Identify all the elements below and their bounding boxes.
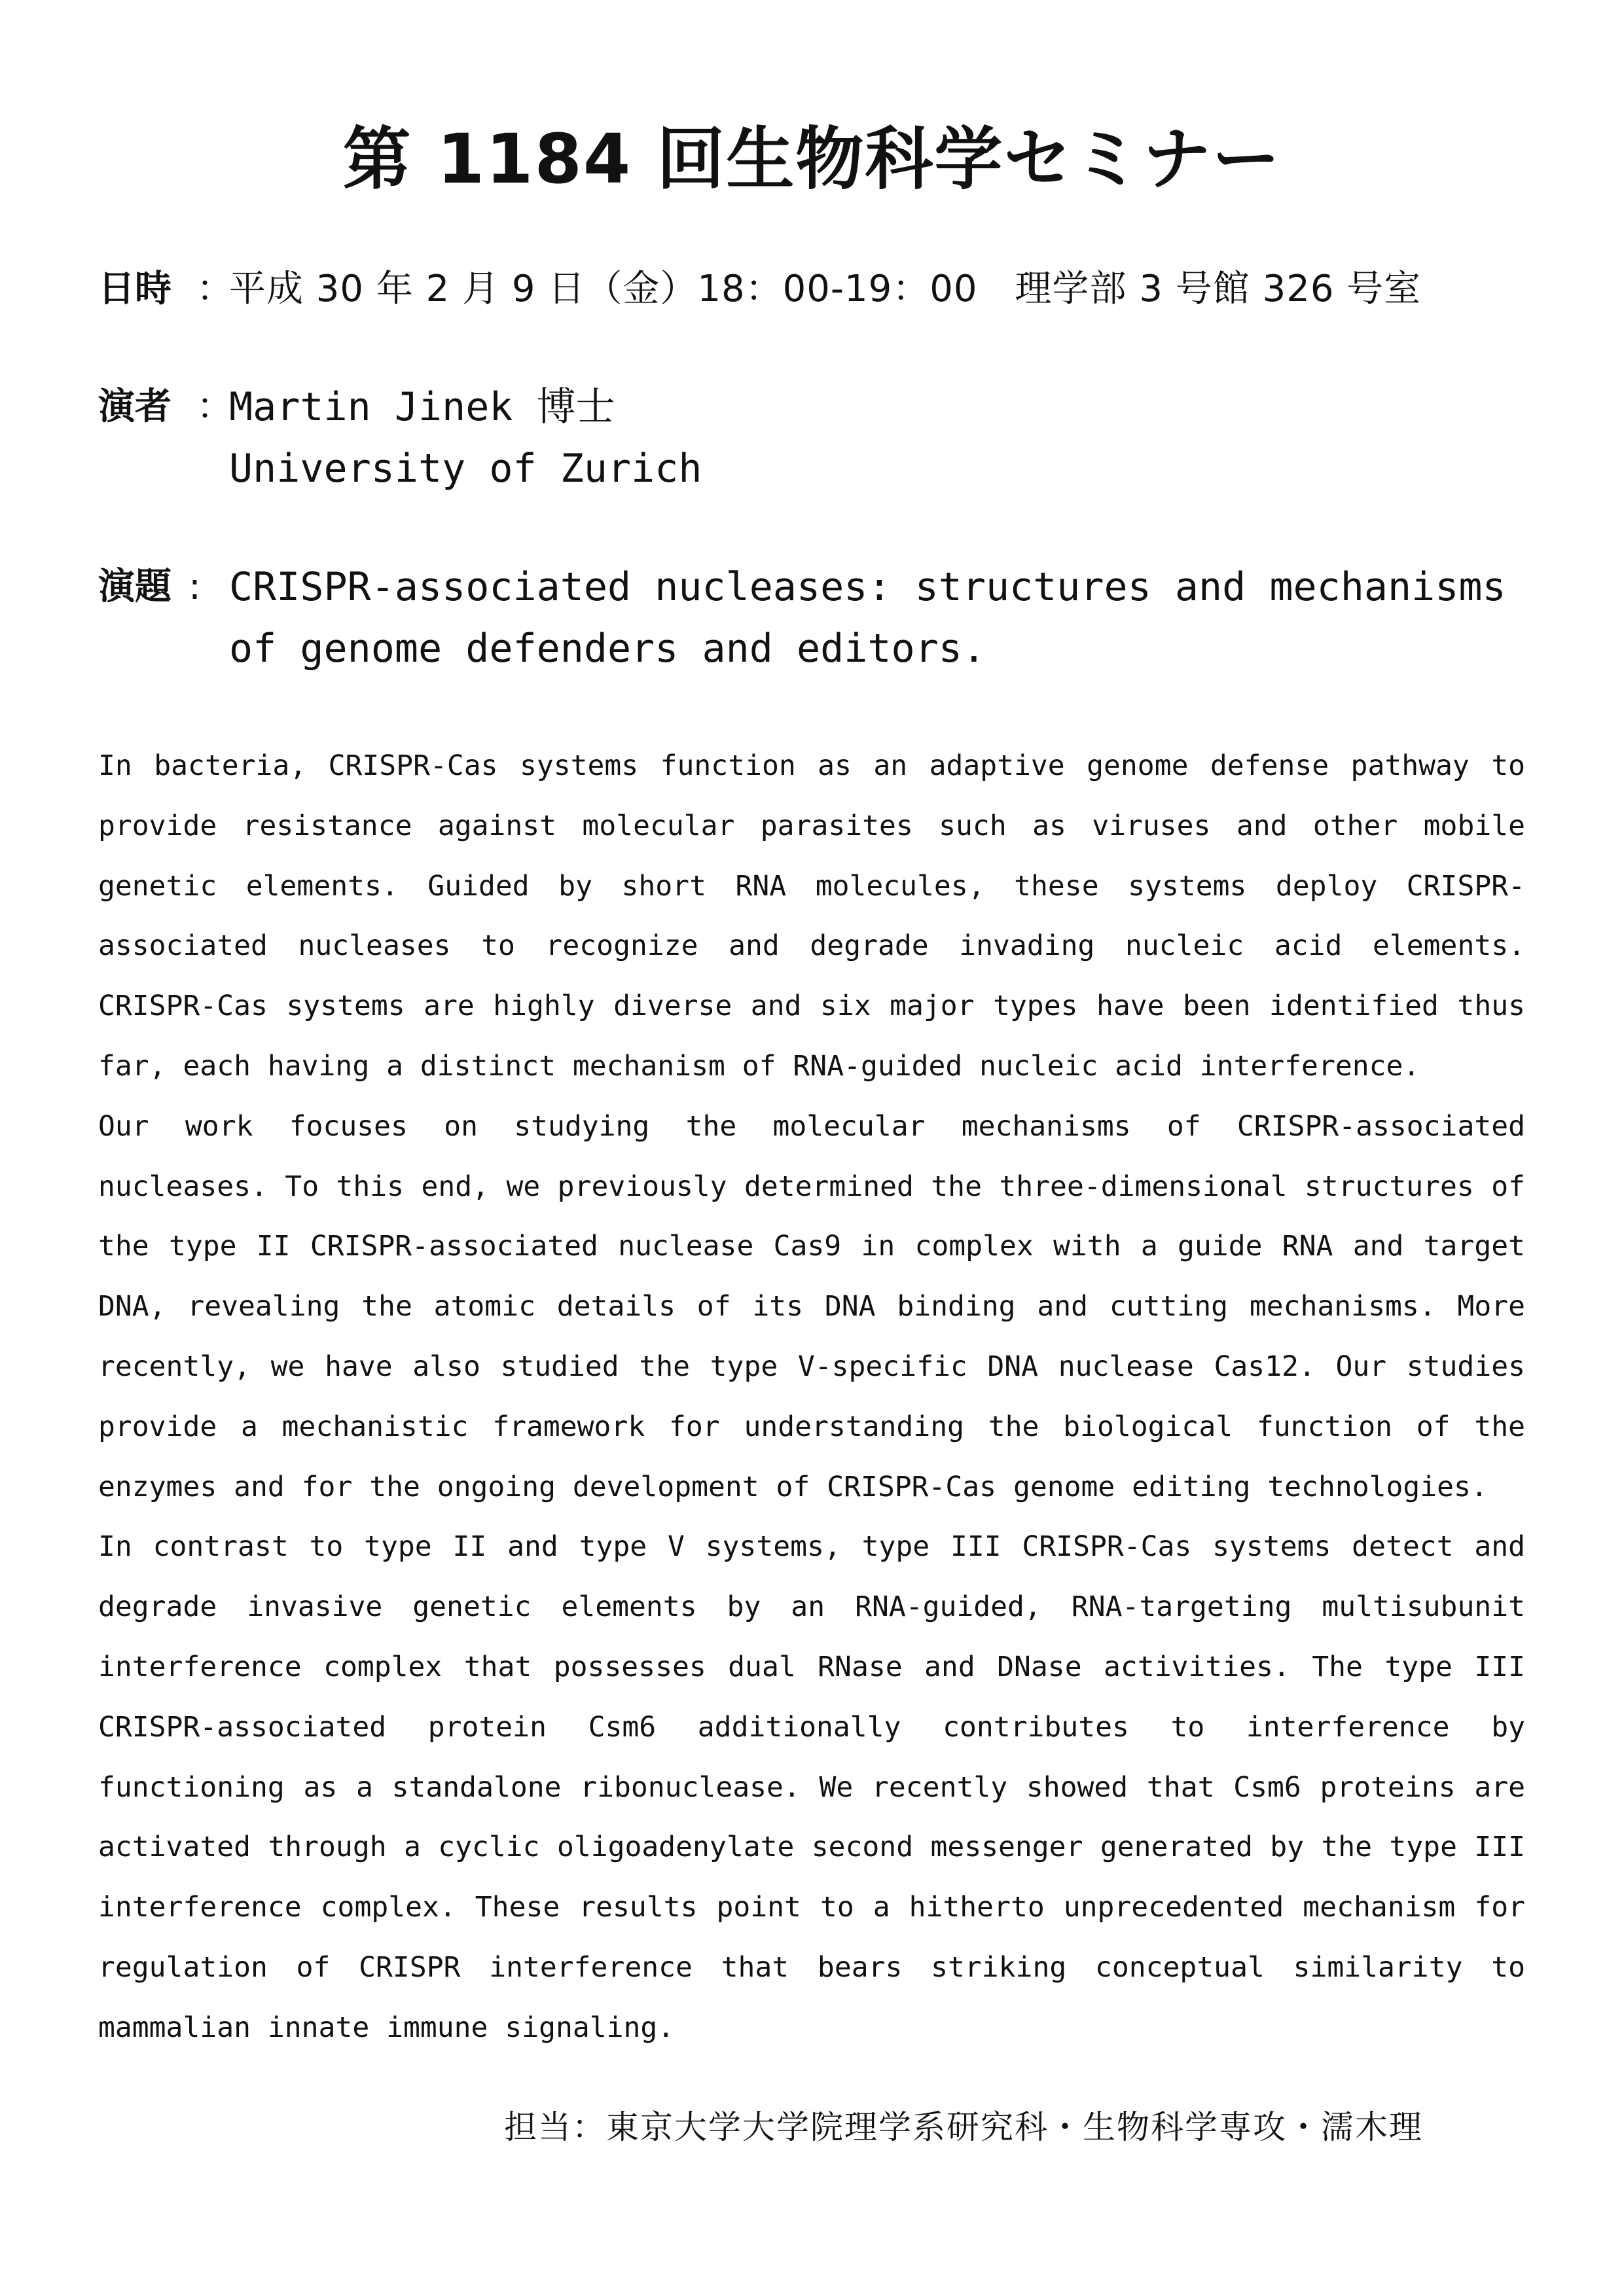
topic-label: 演題 — [98, 565, 171, 608]
topic-block — [229, 556, 1506, 679]
datetime-label: 日時 — [98, 268, 171, 310]
topic-line-1: CRISPR-associated nucleases: structures and mechanisms — [229, 564, 1506, 610]
speaker-block — [229, 376, 702, 499]
abstract-paragraph-3: In contrast to type II and type V systems, type III CRISPR-Cas systems detect and degrade invasive genetic elements by an RNA-guided, RNA-targeting multisubunit interference complex that possesses dual RNase and DNase activities. The type III CRISPR-associated protein Csm6 additionally contributes to interference by functioning as a standalone ribonuclease. We recently showed that Csm6 proteins are activated through a cyclic oligoadenylate second messenger generated by the type III interference complex. These results point to a hitherto unprecedented mechanism for regulation of CRISPR interference that bears striking conceptual similarity to mammalian innate immune signaling. — [98, 1530, 1525, 2044]
datetime-separator: ： — [196, 268, 233, 310]
abstract-paragraph-1: In bacteria, CRISPR-Cas systems function as an adaptive genome defense pathway to provide resistance against molecular parasites such as viruses and other mobile genetic elements. Guided by short RNA molecules, these systems deploy CRISPR-associated nucleases to recognize and degrade invading nucleic acid elements. CRISPR-Cas systems are highly diverse and six major types have been identified thus far, each having a distinct mechanism of RNA-guided nucleic acid interference. — [98, 749, 1525, 1083]
speaker-affiliation: University of Zurich — [229, 446, 702, 492]
datetime-value: 平成 30 年 2 月 9 日（金）18：00-19：00 理学部 3 号館 326 号室 — [229, 268, 1422, 310]
speaker-name: Martin Jinek 博士 — [229, 384, 615, 430]
speaker-label: 演者 — [98, 386, 171, 428]
speaker-separator: ： — [196, 386, 233, 428]
organizer-footer: 担当：東京大学大学院理学系研究科・生物科学専攻・濡木理 — [504, 2108, 1423, 2146]
topic-line-2: of genome defenders and editors. — [229, 626, 986, 672]
abstract — [98, 736, 1525, 2058]
topic-separator: : — [189, 565, 201, 608]
seminar-title: 第 1184 回生物科学セミナー — [342, 119, 1282, 199]
abstract-paragraph-2: Our work focuses on studying the molecular mechanisms of CRISPR-associated nucleases. To this end, we previously determined the three-dimensional structures of the type II CRISPR-associated nuclease Cas9 in complex with a guide RNA and target DNA, revealing the atomic details of its DNA binding and cutting mechanisms. More recently, we have also studied the type V-specific DNA nuclease Cas12. Our studies provide a mechanistic framework for understanding the biological function of the enzymes and for the ongoing development of CRISPR-Cas genome editing technologies. — [98, 1109, 1525, 1503]
